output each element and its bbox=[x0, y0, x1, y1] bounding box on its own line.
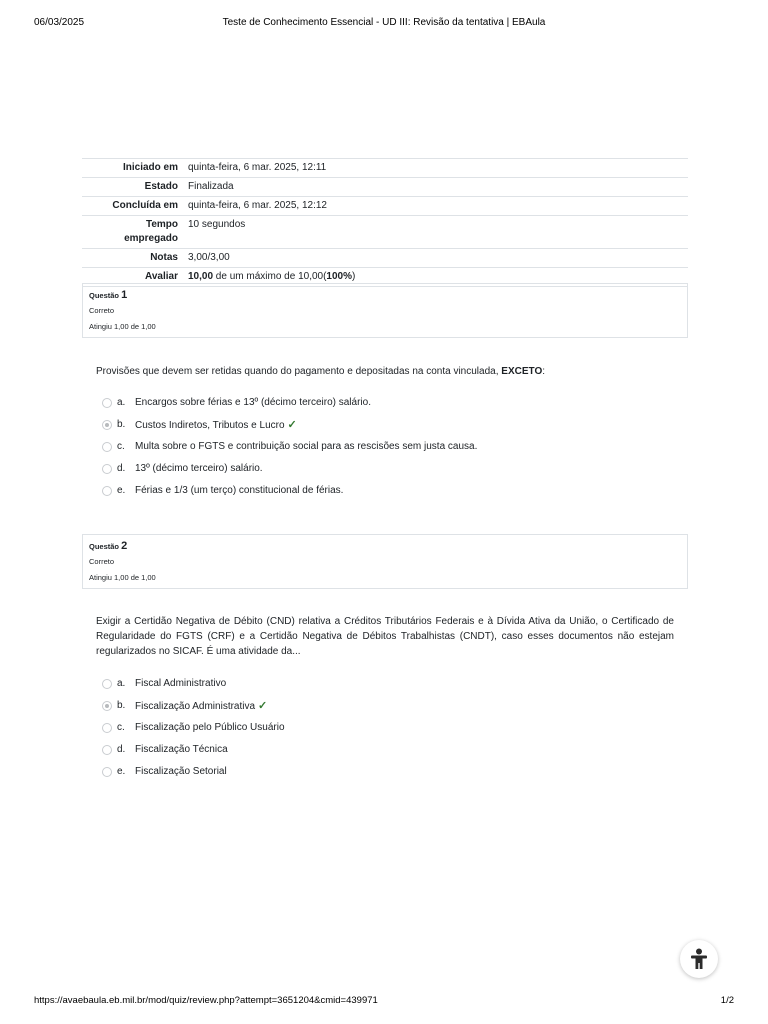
grade-text: de um máximo de 10,00( bbox=[213, 271, 327, 282]
answer-text: Férias e 1/3 (um terço) constitucional de férias. bbox=[135, 485, 344, 496]
question-number-value: 2 bbox=[121, 540, 128, 552]
answer-text: Fiscalização pelo Público Usuário bbox=[135, 722, 285, 733]
summary-label: Concluída em bbox=[82, 197, 184, 216]
answer-text: Fiscal Administrativo bbox=[135, 678, 227, 689]
answer-option-d[interactable] bbox=[100, 743, 670, 765]
question-grade: Atingiu 1,00 de 1,00 bbox=[89, 322, 156, 331]
summary-value: quinta-feira, 6 mar. 2025, 12:12 bbox=[184, 197, 688, 216]
summary-value: quinta-feira, 6 mar. 2025, 12:11 bbox=[184, 159, 688, 178]
radio-button[interactable] bbox=[102, 442, 112, 452]
radio-button[interactable] bbox=[102, 679, 112, 689]
question-text-end: : bbox=[542, 366, 545, 377]
question-1-answers bbox=[100, 396, 670, 506]
answer-letter: e. bbox=[117, 766, 126, 777]
question-state: Correto bbox=[89, 306, 115, 315]
question-1-text bbox=[96, 364, 674, 379]
correct-check-icon: ✓ bbox=[287, 419, 297, 431]
attempt-summary-table bbox=[82, 158, 688, 287]
answer-option-b[interactable] bbox=[100, 418, 670, 440]
answer-option-e[interactable] bbox=[100, 765, 670, 787]
print-page-title: Teste de Conhecimento Essencial - UD III: Revisão da tentativa | EBAula bbox=[222, 17, 546, 28]
radio-button[interactable] bbox=[102, 486, 112, 496]
print-url: https://avaebaula.eb.mil.br/mod/quiz/review.php?attempt=3651204&cmid=439971 bbox=[34, 995, 378, 1006]
question-number bbox=[89, 289, 127, 301]
answer-letter: a. bbox=[117, 678, 126, 689]
question-label: Questão bbox=[89, 542, 120, 551]
answer-option-a[interactable] bbox=[100, 396, 670, 418]
answer-text: 13º (décimo terceiro) salário. bbox=[135, 463, 263, 474]
answer-letter: d. bbox=[117, 463, 126, 474]
accessibility-button[interactable] bbox=[680, 940, 718, 978]
print-page-number: 1/2 bbox=[720, 995, 734, 1006]
answer-option-d[interactable] bbox=[100, 462, 670, 484]
answer-option-e[interactable] bbox=[100, 484, 670, 506]
answer-text: Custos Indiretos, Tributos e Lucro bbox=[135, 420, 285, 431]
summary-label-line: Tempo bbox=[145, 219, 178, 230]
answer-letter: a. bbox=[117, 397, 126, 408]
grade-score: 10,00 bbox=[188, 271, 214, 282]
summary-row-started bbox=[82, 159, 688, 178]
answer-option-b[interactable] bbox=[100, 699, 670, 721]
question-2-text: Exigir a Certidão Negativa de Débito (CND) relativa a Créditos Tributários Federais e à Dívida Ativa da União, o Certificado de Regularidade do FGTS (CRF) e a Certidão Negativa de Débitos Trabalhistas (CNDT), caso esses documentos não estejam regularizados no SICAF. É uma atividade da... bbox=[96, 616, 674, 657]
summary-label: Iniciado em bbox=[82, 159, 184, 178]
answer-letter: b. bbox=[117, 419, 126, 430]
answer-text: Fiscalização Técnica bbox=[135, 744, 228, 755]
question-number bbox=[89, 540, 127, 552]
summary-value: 10 segundos bbox=[184, 216, 688, 249]
question-1-info bbox=[82, 283, 688, 338]
question-label: Questão bbox=[89, 291, 120, 300]
answer-letter: d. bbox=[117, 744, 126, 755]
answer-option-a[interactable] bbox=[100, 677, 670, 699]
answer-text-wrap bbox=[135, 699, 267, 714]
question-state: Correto bbox=[89, 557, 115, 566]
summary-row-time bbox=[82, 216, 688, 249]
answer-text-wrap bbox=[135, 418, 297, 433]
print-date: 06/03/2025 bbox=[34, 17, 85, 28]
correct-check-icon: ✓ bbox=[258, 700, 268, 712]
radio-button-selected[interactable] bbox=[102, 420, 112, 430]
grade-text-end: ) bbox=[352, 271, 356, 282]
answer-text: Encargos sobre férias e 13º (décimo terceiro) salário. bbox=[135, 397, 371, 408]
summary-value: 3,00/3,00 bbox=[184, 249, 688, 268]
answer-text: Fiscalização Administrativa bbox=[135, 701, 256, 712]
print-header bbox=[34, 17, 734, 31]
answer-text: Multa sobre o FGTS e contribuição social para as rescisões sem justa causa. bbox=[135, 441, 478, 452]
radio-button[interactable] bbox=[102, 745, 112, 755]
radio-button-selected[interactable] bbox=[102, 701, 112, 711]
summary-row-completed bbox=[82, 197, 688, 216]
summary-label: Avaliar bbox=[82, 268, 184, 287]
answer-option-c[interactable] bbox=[100, 721, 670, 743]
summary-label: Notas bbox=[82, 249, 184, 268]
summary-label bbox=[82, 216, 184, 249]
answer-letter: c. bbox=[117, 722, 125, 733]
radio-button[interactable] bbox=[102, 398, 112, 408]
question-number-value: 1 bbox=[121, 289, 128, 301]
grade-percent: 100% bbox=[326, 271, 352, 282]
print-footer bbox=[34, 995, 734, 1009]
summary-row-marks bbox=[82, 249, 688, 268]
accessibility-person-icon bbox=[689, 948, 709, 970]
answer-letter: c. bbox=[117, 441, 125, 452]
summary-label-line: empregado bbox=[124, 233, 178, 244]
question-2-info bbox=[82, 534, 688, 589]
question-text-main: Provisões que devem ser retidas quando do pagamento e depositadas na conta vinculada, bbox=[96, 366, 499, 377]
answer-letter: e. bbox=[117, 485, 126, 496]
question-2-answers bbox=[100, 677, 670, 787]
summary-row-state bbox=[82, 178, 688, 197]
radio-button[interactable] bbox=[102, 723, 112, 733]
question-text-bold: EXCETO bbox=[501, 366, 543, 377]
radio-button[interactable] bbox=[102, 767, 112, 777]
question-grade: Atingiu 1,00 de 1,00 bbox=[89, 573, 156, 582]
summary-value: Finalizada bbox=[184, 178, 688, 197]
answer-text: Fiscalização Setorial bbox=[135, 766, 227, 777]
summary-label: Estado bbox=[82, 178, 184, 197]
answer-option-c[interactable] bbox=[100, 440, 670, 462]
radio-button[interactable] bbox=[102, 464, 112, 474]
answer-letter: b. bbox=[117, 700, 126, 711]
